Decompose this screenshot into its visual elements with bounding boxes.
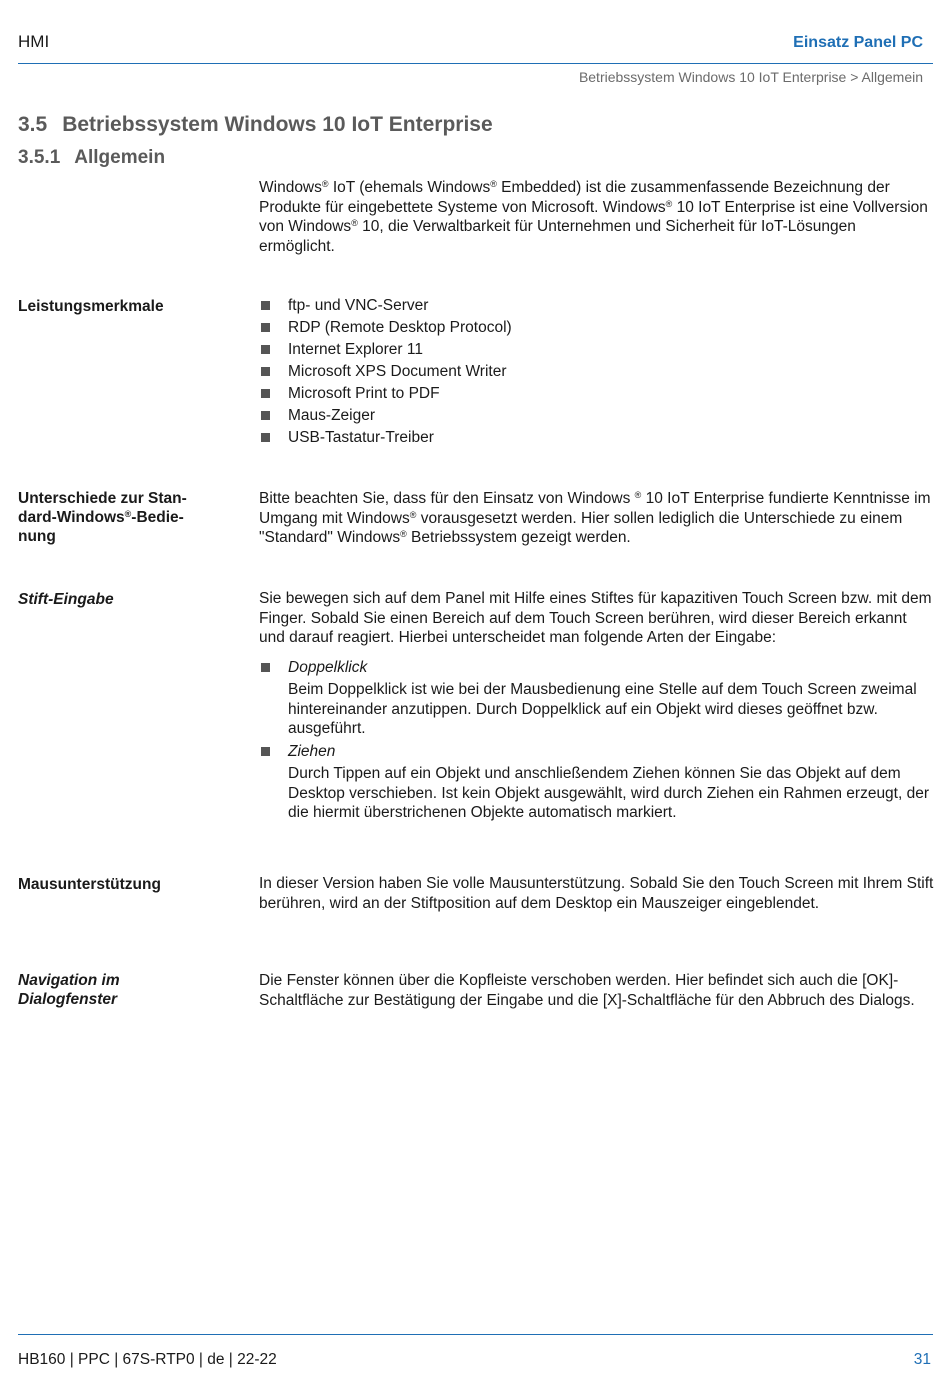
subsection-title: Allgemein [74, 147, 166, 168]
list-item: ftp- und VNC-Server [259, 295, 934, 317]
list-item: Microsoft XPS Document Writer [259, 361, 934, 383]
bullet-icon [261, 345, 270, 354]
intro-paragraph [259, 178, 934, 256]
header-title: Einsatz Panel PC [793, 34, 923, 51]
bullet-icon [261, 663, 270, 672]
footer-divider [18, 1334, 933, 1335]
list-item [259, 658, 934, 739]
section-number: 3.5 [18, 113, 48, 136]
list-item: USB-Tastatur-Treiber [259, 427, 934, 449]
intro-text: Windows [259, 179, 322, 196]
term-description: Durch Tippen auf ein Objekt und anschließendem Ziehen können Sie das Objekt auf dem Desktop verschieben. Ist kein Objekt ausgewählt, wird durch Ziehen ein Rahmen erzeugt, der die hiermit überstrichenen Objekte automatisch markiert. [288, 765, 930, 821]
pen-input-block [259, 589, 934, 823]
registered-mark: ® [490, 179, 497, 189]
list-item [259, 742, 934, 823]
mouse-support-label: Mausunterstützung [18, 876, 161, 893]
differences-label: Unterschiede zur Stan- dard-Windows®-Bedie- nung [18, 490, 187, 545]
header-divider [18, 63, 933, 64]
bullet-icon [261, 389, 270, 398]
section-heading [18, 113, 493, 137]
bullet-icon [261, 323, 270, 332]
bullet-icon [261, 747, 270, 756]
intro-text: Embedded) ist die zusammenfassende Bezeichnung der Produkte für eingebettete Systeme von Microsoft. Windows [259, 179, 890, 216]
term-description: Beim Doppelklick ist wie bei der Mausbedienung eine Stelle auf dem Touch Screen zweimal hintereinander anzutippen. Durch Doppelklick auf ein Objekt wird dieses geöffnet bzw. ausgeführt. [288, 681, 917, 737]
list-item: Maus-Zeiger [259, 405, 934, 427]
dialog-navigation-label: Navigation im Dialogfenster [18, 972, 120, 1008]
intro-text: 10 IoT Enterprise ist eine Vollversion von Windows [259, 198, 928, 235]
term-drag: Ziehen [288, 742, 336, 760]
registered-mark: ® [665, 198, 673, 209]
pen-input-types [259, 658, 934, 823]
registered-mark: ® [321, 179, 329, 189]
registered-mark: ® [351, 218, 358, 228]
differences-paragraph: Bitte beachten Sie, dass für den Einsatz von Windows ® 10 IoT Enterprise fundierte Kenntnisse im Umgang mit Windows® vorausgesetzt werden. Hier sollen lediglich die Unterschiede zu einem "Standard" Windows® Betriebssystem gezeigt werden. [259, 490, 931, 546]
features-list-block [259, 295, 934, 449]
intro-text: 10, die Verwaltbarkeit für Unternehmen und Sicherheit für IoT-Lösungen ermöglicht. [259, 218, 856, 255]
header-chapter: HMI [18, 32, 50, 51]
section-title: Betriebssystem Windows 10 IoT Enterprise [62, 113, 493, 136]
features-list [259, 295, 934, 449]
features-label: Leistungsmerkmale [18, 298, 164, 315]
bullet-icon [261, 411, 270, 420]
list-item: Internet Explorer 11 [259, 339, 934, 361]
list-item: RDP (Remote Desktop Protocol) [259, 317, 934, 339]
dialog-navigation-paragraph: Die Fenster können über die Kopfleiste verschoben werden. Hier befindet sich auch die [OK]-Schaltfläche zur Bestätigung der Eingabe und die [X]-Schaltfläche für den Abbruch des Dialogs. [259, 972, 915, 1009]
subsection-number: 3.5.1 [18, 147, 61, 168]
term-double-click: Doppelklick [288, 658, 368, 676]
bullet-icon [261, 367, 270, 376]
intro-text: IoT (ehemals Windows [328, 179, 491, 196]
subsection-heading [18, 147, 165, 169]
bullet-icon [261, 433, 270, 442]
page-number: 31 [913, 1351, 931, 1368]
footer-document-id: HB160 | PPC | 67S-RTP0 | de | 22-22 [18, 1351, 277, 1368]
breadcrumb: Betriebssystem Windows 10 IoT Enterprise > Allgemein [578, 69, 923, 85]
pen-input-label: Stift-Eingabe [18, 591, 114, 608]
mouse-support-paragraph: In dieser Version haben Sie volle Mausunterstützung. Sobald Sie den Touch Screen mit Ihrem Stift berühren, wird an der Stiftposition auf dem Desktop ein Mauszeiger eingeblendet. [259, 875, 934, 912]
pen-input-paragraph: Sie bewegen sich auf dem Panel mit Hilfe eines Stiftes für kapazitiven Touch Screen bzw. mit dem Finger. Sobald Sie einen Bereich auf dem Touch Screen berühren, wird dieser Bereich erkannt und darauf reagiert. Hierbei unterscheidet man folgende Arten der Eingabe: [259, 590, 932, 646]
list-item: Microsoft Print to PDF [259, 383, 934, 405]
bullet-icon [261, 301, 270, 310]
